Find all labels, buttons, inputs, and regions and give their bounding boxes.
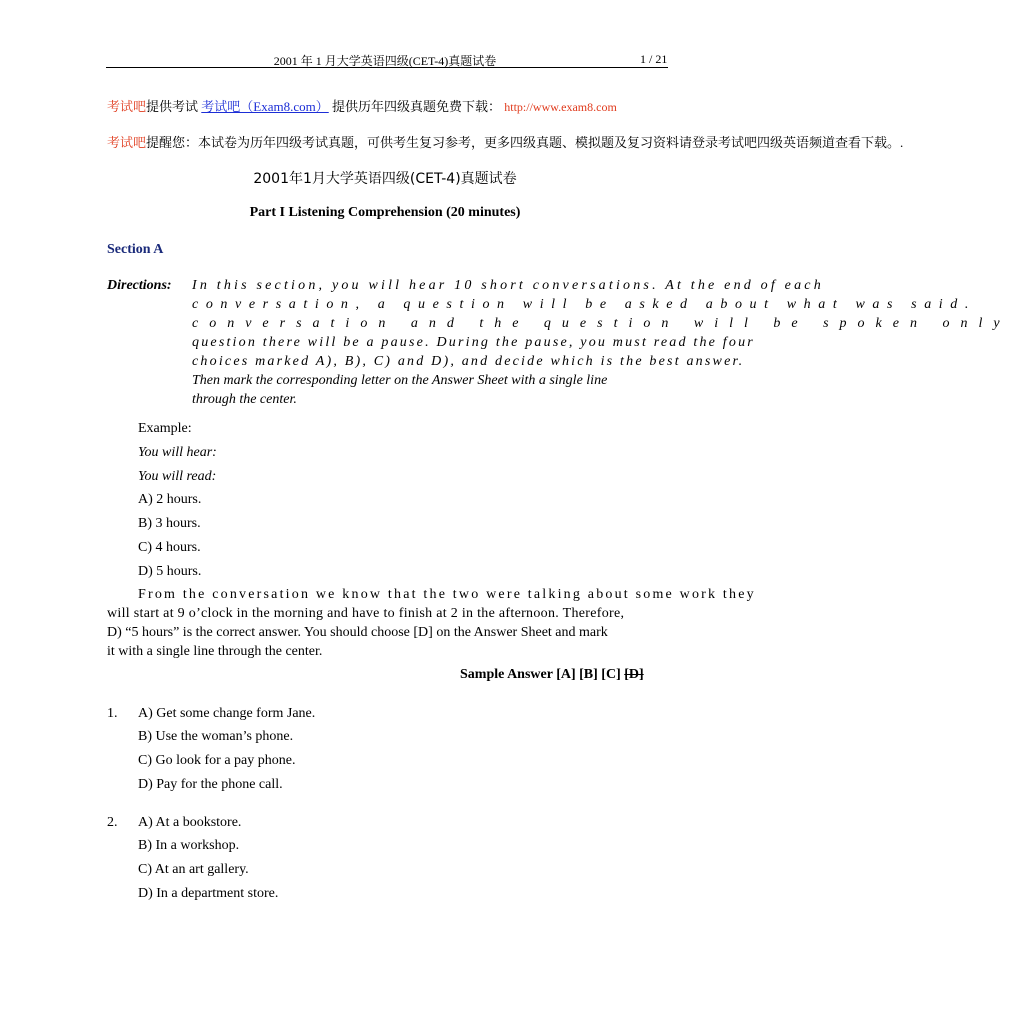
question-option: D) In a department store. bbox=[138, 886, 279, 901]
promo-line-2 bbox=[107, 132, 903, 151]
example-explanation: it with a single line through the center. bbox=[107, 644, 323, 659]
question-option: C) At an art gallery. bbox=[138, 862, 249, 877]
example-option: A) 2 hours. bbox=[138, 492, 202, 507]
promo-text-a: 提供考试 bbox=[146, 99, 199, 114]
promo-notice: 提醒您：本试卷为历年四级考试真题，可供考生复习参考，更多四级真题、模拟题及复习资料请登录考试吧四级英语频道查看下载。. bbox=[146, 135, 904, 150]
sample-answer-marked: [D] bbox=[624, 667, 644, 682]
example-explanation: From the conversation we know that the two were talking about some work they bbox=[138, 587, 756, 602]
question-number: 2. bbox=[107, 815, 118, 830]
section-title: Section A bbox=[107, 242, 164, 257]
directions-line: choices marked A), B), C) and D), and decide which is the best answer. bbox=[192, 354, 745, 369]
question-option: B) In a workshop. bbox=[138, 838, 240, 853]
example-option: B) 3 hours. bbox=[138, 516, 201, 531]
page-number: 1 / 21 bbox=[640, 52, 668, 66]
directions-line: conversation, a question will be asked about what was said. bbox=[192, 297, 976, 312]
example-option: D) 5 hours. bbox=[138, 564, 202, 579]
example-read: You will read: bbox=[138, 469, 217, 484]
example-explanation: will start at 9 o’clock in the morning and have to finish at 2 in the afternoon. Therefore, bbox=[107, 606, 625, 621]
sample-answer-label: Sample Answer [A] [B] [C] bbox=[460, 667, 625, 682]
promo-brand: 考试吧 bbox=[107, 99, 147, 114]
directions-line: through the center. bbox=[192, 392, 297, 407]
directions-line: In this section, you will hear 10 short conversations. At the end of each bbox=[192, 278, 824, 293]
directions-line: conversation and the question will be spoken only bbox=[192, 316, 1011, 331]
promo-link[interactable]: 考试吧（Exam8.com） bbox=[201, 99, 329, 114]
example-explanation: D) “5 hours” is the correct answer. You should choose [D] on the Answer Sheet and mark bbox=[107, 625, 608, 640]
header-rule bbox=[106, 67, 668, 68]
document-title: 2001年1月大学英语四级(CET-4)真题试卷 bbox=[253, 171, 517, 187]
header-title: 2001 年 1 月大学英语四级(CET-4)真题试卷 bbox=[273, 54, 497, 68]
example-label: Example: bbox=[138, 421, 192, 436]
question-option: D) Pay for the phone call. bbox=[138, 777, 283, 792]
directions-line: question there will be a pause. During the pause, you must read the four bbox=[192, 335, 755, 350]
question-option: C) Go look for a pay phone. bbox=[138, 753, 296, 768]
promo-url[interactable]: http://www.exam8.com bbox=[504, 100, 617, 114]
directions-line: Then mark the corresponding letter on the Answer Sheet with a single line bbox=[192, 373, 608, 388]
directions-label: Directions: bbox=[107, 278, 172, 293]
question-option: B) Use the woman’s phone. bbox=[138, 729, 294, 744]
promo-brand-2: 考试吧 bbox=[107, 135, 147, 150]
question-option: A) Get some change form Jane. bbox=[138, 706, 316, 721]
part-title: Part I Listening Comprehension (20 minutes) bbox=[249, 205, 521, 220]
example-hear: You will hear: bbox=[138, 445, 217, 460]
example-option: C) 4 hours. bbox=[138, 540, 201, 555]
question-option: A) At a bookstore. bbox=[138, 815, 242, 830]
question-number: 1. bbox=[107, 706, 118, 721]
sample-answer bbox=[460, 667, 644, 683]
promo-line-1 bbox=[107, 96, 617, 115]
promo-text-b: 提供历年四级真题免费下载： bbox=[332, 99, 502, 114]
